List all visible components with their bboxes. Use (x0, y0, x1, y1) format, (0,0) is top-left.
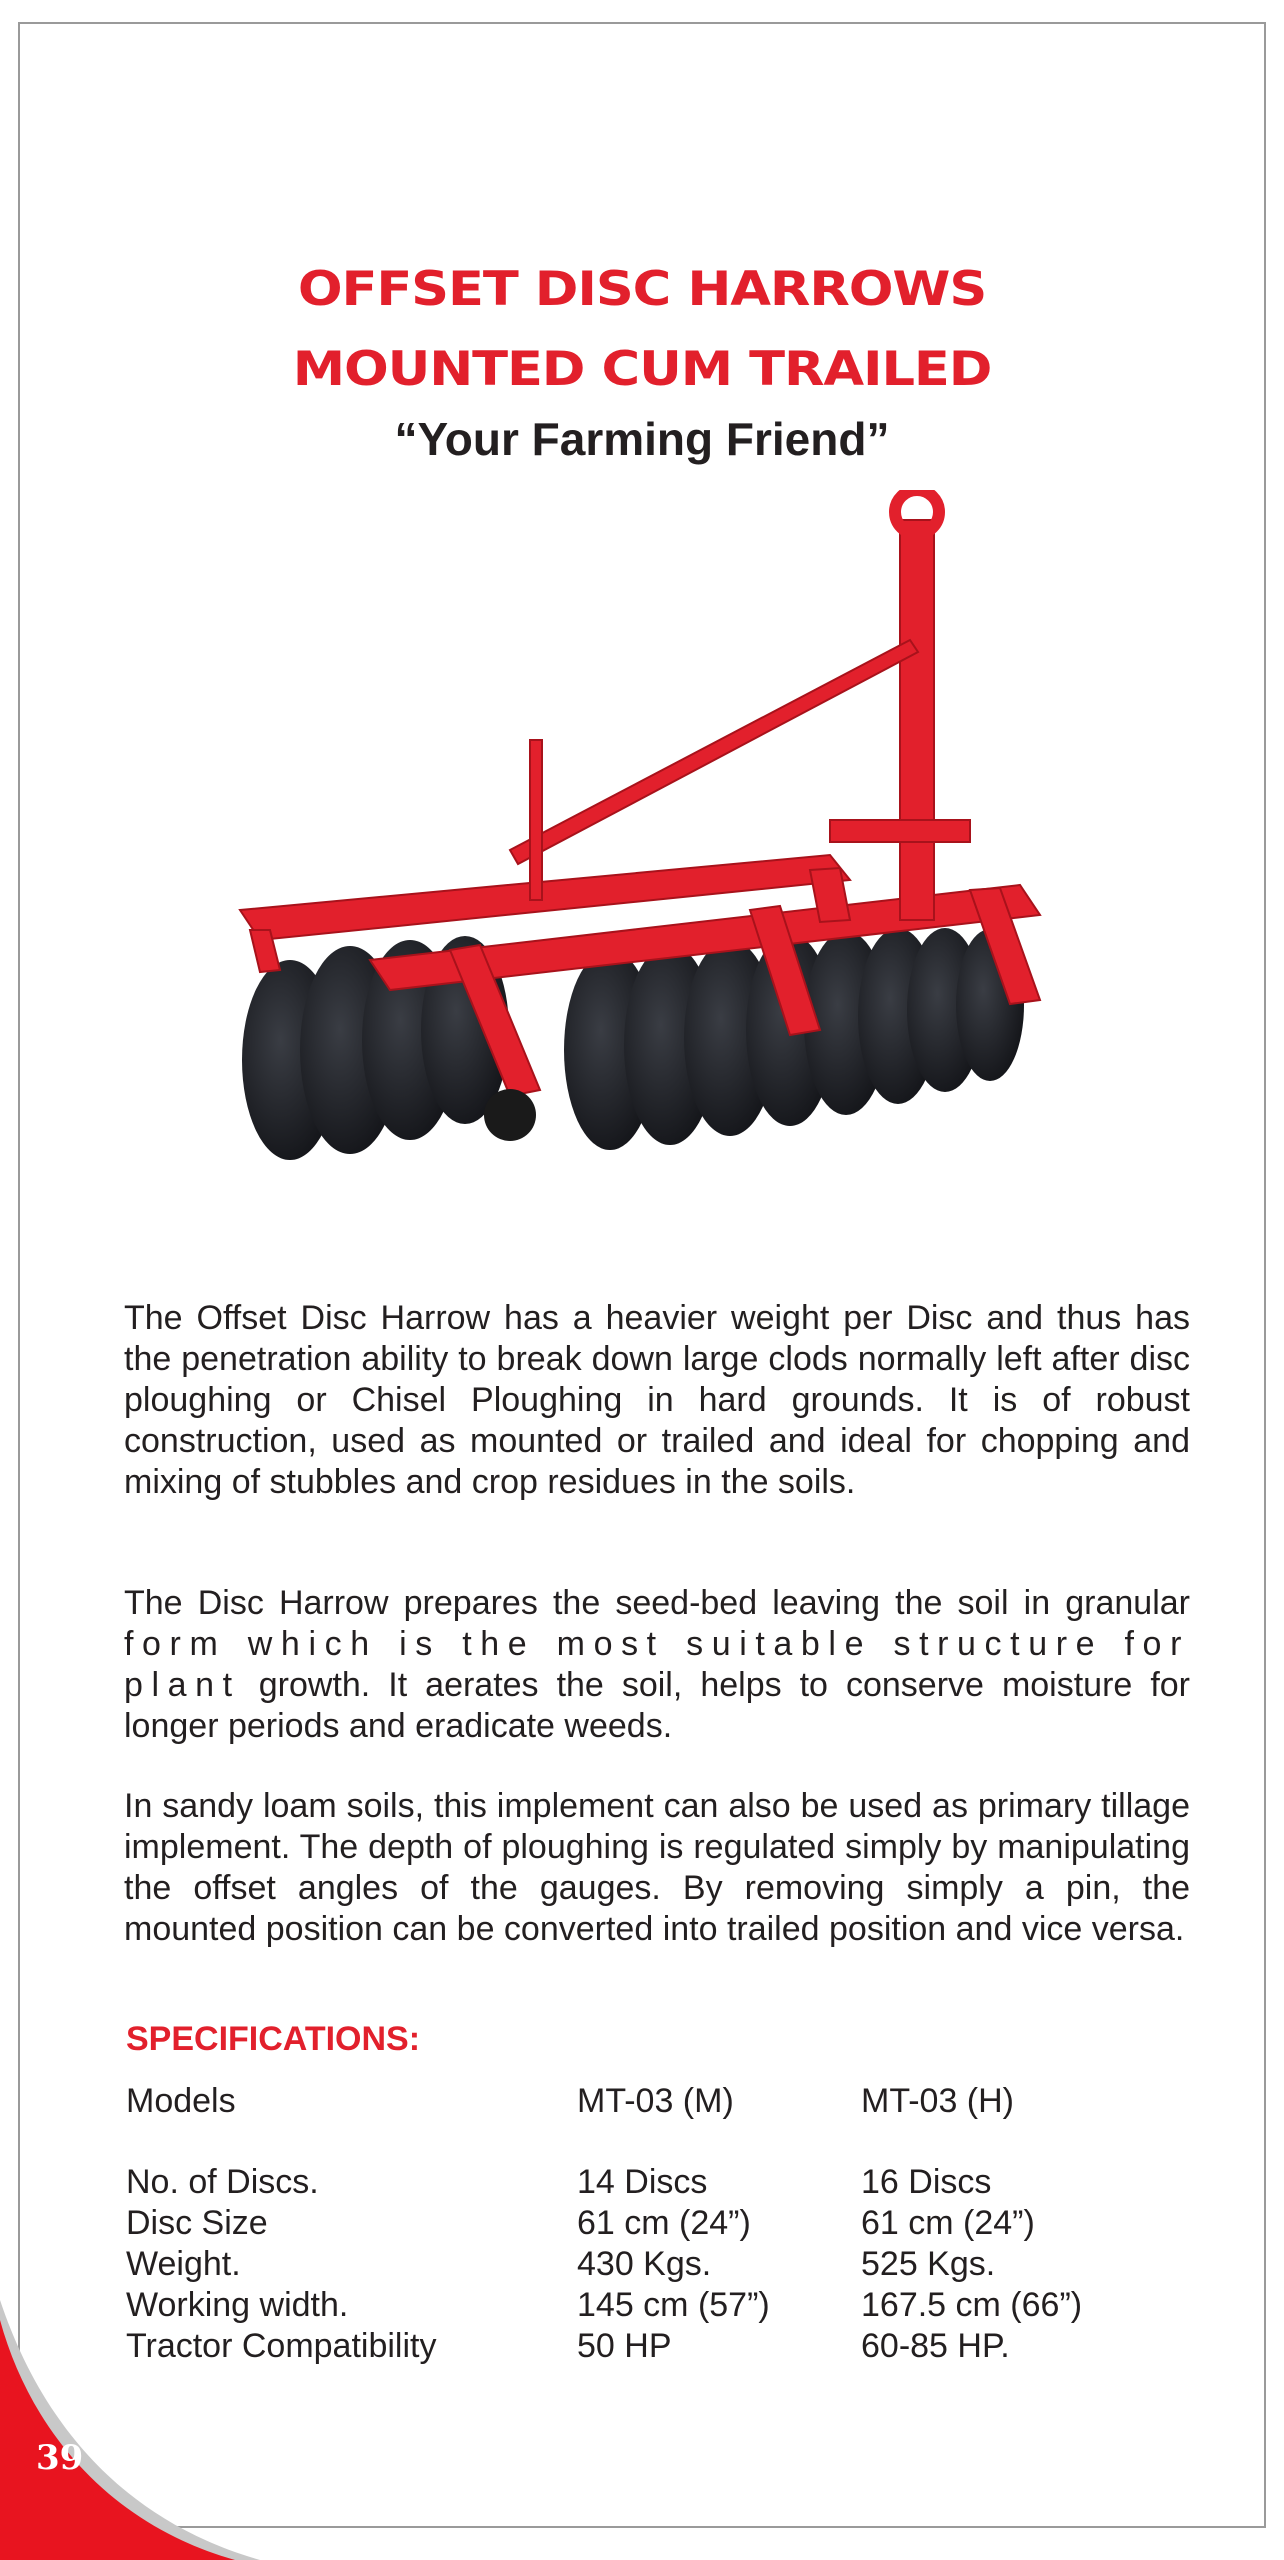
description-paragraph-3: In sandy loam soils, this implement can also be used as primary tillage implement. The depth of ploughing is regulated simply by manipulating the offset angles of the gauges. By removing simply a pin, the mounted position can be converted into trailed position and vice versa. (124, 1787, 1190, 1948)
page-number: 39 (36, 2438, 84, 2478)
spec-row-value-m: 145 cm (57”) (577, 2286, 770, 2324)
spec-row-value-m: 61 cm (24”) (577, 2204, 751, 2242)
product-image (210, 490, 1070, 1260)
spec-header-label: Models (126, 2082, 236, 2120)
description-paragraph-2-line-1: The Disc Harrow prepares the seed-bed leaving the soil in granular (124, 1584, 1190, 1622)
spec-row-label: Working width. (126, 2286, 349, 2324)
page-title-line-1: OFFSET DISC HARROWS (297, 262, 987, 317)
description-paragraph-1: The Offset Disc Harrow has a heavier weight per Disc and thus has the penetration ability to break down large clods normally left after disc ploughing or Chisel Ploughing in hard grounds. It is of robust construction, used as mounted or trailed and ideal for chopping and mixing of stubbles and crop residues in the soils. (124, 1299, 1190, 1501)
spec-row-value-m: 50 HP (577, 2327, 672, 2365)
page-title-line-2: MOUNTED CUM TRAILED (292, 342, 992, 397)
spec-row-label: Weight. (126, 2245, 241, 2283)
specifications-heading: SPECIFICATIONS: (126, 2020, 421, 2058)
spec-row-value-h: 525 Kgs. (861, 2245, 996, 2283)
spec-header-model-m: MT-03 (M) (577, 2082, 734, 2120)
corner-accent (0, 2300, 260, 2560)
spec-row-value-m: 430 Kgs. (577, 2245, 712, 2283)
spec-row-value-m: 14 Discs (577, 2163, 708, 2201)
spec-row-value-h: 61 cm (24”) (861, 2204, 1035, 2242)
spec-row-value-h: 16 Discs (861, 2163, 992, 2201)
spec-row-value-h: 167.5 cm (66”) (861, 2286, 1083, 2324)
description-paragraph-2-line-2: form which is the most suitable structure for plant (124, 1625, 1190, 1704)
spec-row-label: Disc Size (126, 2204, 268, 2242)
spec-row-label: Tractor Compatibility (126, 2327, 437, 2365)
spec-header-model-h: MT-03 (H) (861, 2082, 1014, 2120)
spec-row-label: No. of Discs. (126, 2163, 319, 2201)
page-border (18, 22, 1266, 2528)
tagline: “Your Farming Friend” (394, 413, 890, 465)
description-paragraph-2 (124, 1583, 1190, 1747)
description-paragraph-2-rest: growth. It aerates the soil, helps to conserve moisture for longer periods and eradicate weeds. (124, 1666, 1190, 1745)
spec-row-value-h: 60-85 HP. (861, 2327, 1010, 2365)
